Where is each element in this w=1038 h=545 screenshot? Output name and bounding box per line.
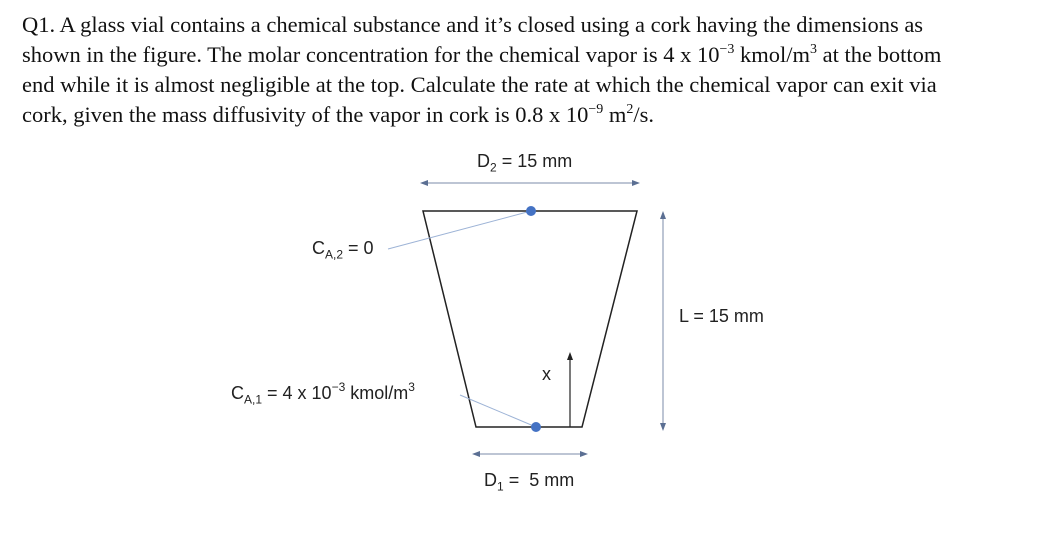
ca1-exponent-a: −3 (331, 380, 346, 394)
length-dimension-arrow (660, 211, 666, 431)
d1-symbol: D (484, 470, 497, 490)
ca1-value-b: kmol/m (345, 383, 409, 403)
ca1-symbol: C (231, 383, 244, 403)
d2-dimension-arrow (420, 180, 640, 186)
q2-text-a: shown in the figure. The molar concentration for the chemical vapor is 4 x 10 (22, 42, 720, 67)
q2-exponent-b: 3 (810, 41, 818, 57)
q4-text-a: cork, given the mass diffusivity of the vapor in cork is 0.8 x 10 (22, 102, 589, 127)
d1-dimension-arrow (472, 451, 588, 457)
d1-subscript: 1 (497, 479, 504, 494)
cork-trapezoid (423, 211, 637, 427)
ca1-exponent-b: 3 (408, 380, 415, 394)
question-line-3: end while it is almost negligible at the top. Calculate the rate at which the chemical vapor can exit via (22, 72, 937, 97)
d2-symbol: D (477, 151, 490, 171)
ca2-symbol: C (312, 238, 325, 258)
q2-text-c: at the bottom (817, 42, 942, 67)
ca2-leader-line (388, 211, 531, 249)
d2-label (477, 151, 573, 175)
x-coordinate-arrow (567, 352, 573, 427)
q4-exponent-b: 2 (626, 101, 634, 117)
q2-exponent-a: −3 (719, 41, 735, 57)
d1-label (484, 470, 575, 494)
q4-text-b: m (603, 102, 627, 127)
length-label: L = 15 mm (679, 306, 764, 326)
top-surface-dot (526, 206, 536, 216)
d1-value: = 5 mm (503, 470, 575, 490)
q4-exponent-a: −9 (588, 101, 604, 117)
bottom-surface-dot (531, 422, 541, 432)
ca2-label (312, 238, 374, 262)
ca1-subscript: A,1 (244, 392, 263, 407)
ca2-subscript: A,2 (325, 247, 344, 262)
ca1-value-a: = 4 x 10 (262, 383, 332, 403)
ca2-value: = 0 (343, 238, 374, 258)
d2-subscript: 2 (490, 160, 497, 175)
q4-text-c: /s. (633, 102, 655, 127)
d2-value: = 15 mm (496, 151, 573, 171)
q2-text-b: kmol/m (734, 42, 811, 67)
ca1-label (231, 380, 415, 407)
question-line-1: Q1. A glass vial contains a chemical substance and it’s closed using a cork having the dimensions as (22, 12, 924, 37)
x-label: x (542, 364, 551, 384)
